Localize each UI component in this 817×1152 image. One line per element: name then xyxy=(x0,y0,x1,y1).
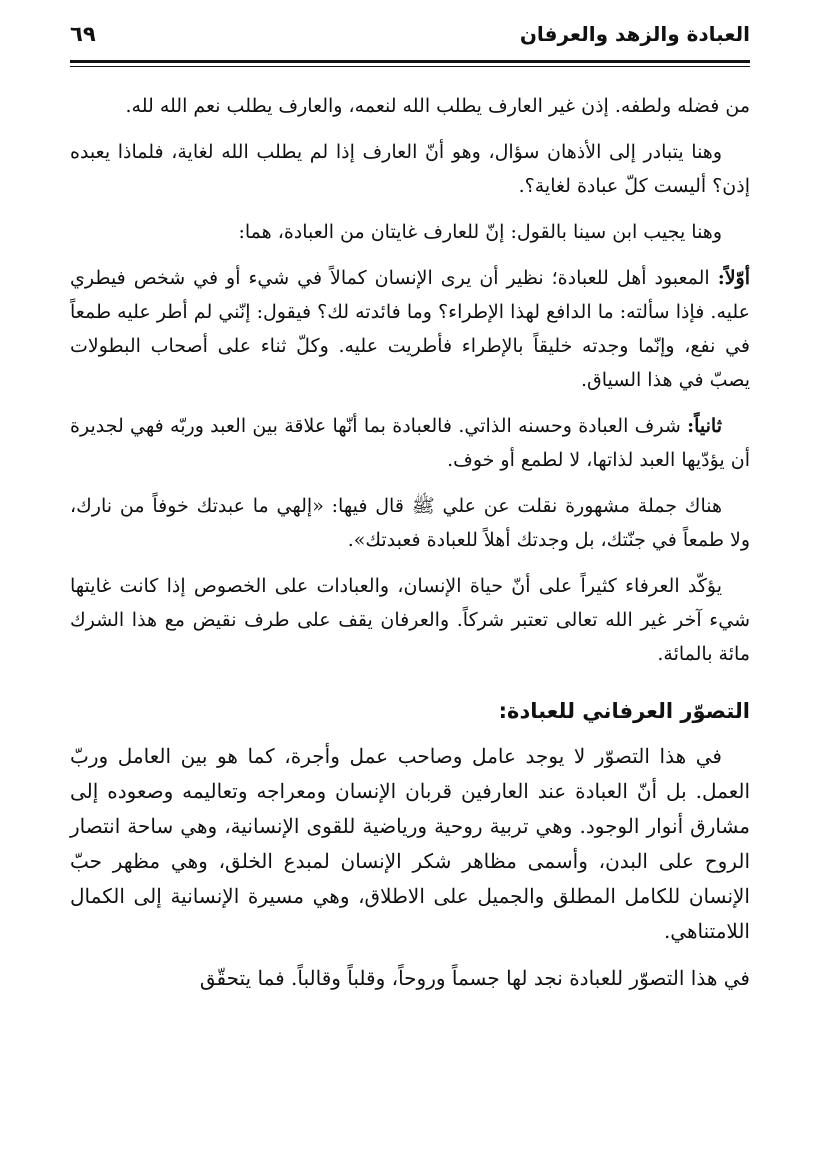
paragraph-lead: أوّلاً: xyxy=(717,267,750,289)
paragraph-text: من فضله ولطفه. إذن غير العارف يطلب الله لنعمه، والعارف يطلب نعم الله لله. xyxy=(125,95,750,117)
page-number: ٦٩ xyxy=(70,22,96,46)
book-page xyxy=(70,22,750,1008)
page-body xyxy=(70,89,750,996)
paragraph-text: يؤكّد العرفاء كثيراً على أنّ حياة الإنسان، والعبادات على الخصوص إذا كانت غايتها شيء آخر غير الله تعالى تعتبر شركاً. والعرفان يقف على طرف نقيض مع هذا الشرك مائة بالمائة. xyxy=(70,575,750,665)
paragraph xyxy=(70,409,750,477)
paragraph xyxy=(70,489,750,557)
paragraph xyxy=(70,261,750,397)
paragraph-lead: ثانياً: xyxy=(687,415,722,437)
running-header xyxy=(70,22,750,60)
paragraph xyxy=(70,215,750,249)
section-paragraph: في هذا التصوّر للعبادة نجد لها جسماً وروحاً، وقلباً وقالباً. فما يتحقّق xyxy=(199,966,750,990)
header-rule-thick xyxy=(70,60,750,63)
section-heading: التصوّر العرفاني للعبادة: xyxy=(498,699,750,723)
section-paragraph: في هذا التصوّر لا يوجد عامل وصاحب عمل وأجرة، كما هو بين العامل وربّ العمل. بل أنّ العبادة عند العارفين قربان الإنسان ومعراجه وتعاليمه وصعوده إلى مشارق أنوار الوجود. وهي تربية روحية ورياضية للقوى الإنسانية، وهي ساحة انتصار الروح على البدن، وأسمى مظاهر شكر الإنسان لمبدع الخلق، وهي مظهر حبّ الإنسان للكامل المطلق والجميل على الاطلاق، وهي مسيرة الإنسانية إلى الكمال اللامتناهي. xyxy=(70,744,750,943)
paragraph-text: وهنا يتبادر إلى الأذهان سؤال، وهو أنّ العارف إذا لم يطلب الله لغاية، فلماذا يعبده إذن؟ أليست كلّ عبادة لغاية؟. xyxy=(70,141,750,197)
running-title: العبادة والزهد والعرفان xyxy=(519,22,750,46)
paragraph-text: المعبود أهل للعبادة؛ نظير أن يرى الإنسان كمالاً في شيء أو في شخص فيطري عليه. فإذا سألته: ما الدافع لهذا الإطراء؟ وما فائدته لك؟ فيقول: إنّني لم أطر عليه طمعاً في نفع، وإنّما وجدته خليقاً بالإطراء فأطريت عليه. وكلّ ثناء على أصحاب البطولات يصبّ في هذا السياق. xyxy=(70,267,750,391)
paragraph xyxy=(70,569,750,671)
paragraph-text: هناك جملة مشهورة نقلت عن علي ﷺ قال فيها: «إلهي ما عبدتك خوفاً من نارك، ولا طمعاً في جنّتك، بل وجدتك أهلاً للعبادة فعبدتك». xyxy=(70,495,750,551)
paragraph xyxy=(70,89,750,123)
paragraph-text: وهنا يجيب ابن سينا بالقول: إنّ للعارف غايتان من العبادة، هما: xyxy=(238,221,722,243)
paragraph xyxy=(70,135,750,203)
header-rule-thin xyxy=(70,66,750,67)
paragraph-text: شرف العبادة وحسنه الذاتي. فالعبادة بما أنّها علاقة بين العبد وربّه فهي لجديرة أن يؤدّيها العبد لذاتها، لا لطمع أو خوف. xyxy=(70,415,750,471)
